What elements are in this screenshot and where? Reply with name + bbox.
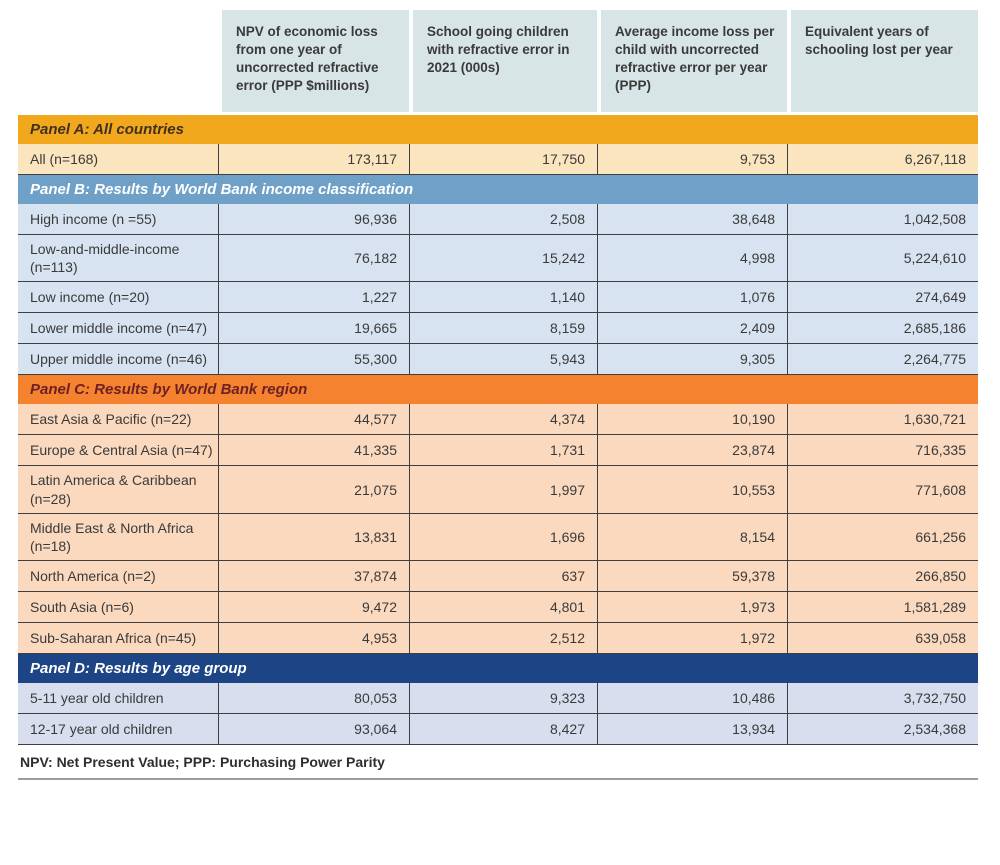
- value-cell: 8,154: [597, 514, 787, 560]
- row-label: Lower middle income (n=47): [30, 320, 208, 337]
- row-label: Latin America & Caribbean (n=28): [30, 472, 197, 507]
- results-table: [18, 10, 978, 780]
- value-cell: 2,264,775: [787, 344, 978, 374]
- value-cell: 38,648: [597, 204, 787, 234]
- value-cell: 93,064: [218, 714, 409, 744]
- value-cell: 9,323: [409, 683, 597, 713]
- value-cell: 1,581,289: [787, 592, 978, 622]
- panel-header: Panel D: Results by age group: [18, 654, 978, 683]
- value-cell: 37,874: [218, 561, 409, 591]
- row-label: Low income (n=20): [30, 289, 150, 306]
- row-label: Upper middle income (n=46): [30, 351, 208, 368]
- value-cell: 4,374: [409, 404, 597, 434]
- value-cell: 1,973: [597, 592, 787, 622]
- column-header-schooling-lost: Equivalent years of schooling lost per year: [787, 10, 978, 112]
- footnote: NPV: Net Present Value; PPP: Purchasing Power Parity: [18, 745, 978, 780]
- row-label: Middle East & North Africa (n=18): [30, 519, 194, 554]
- table-header-row: [18, 10, 978, 112]
- value-cell: 44,577: [218, 404, 409, 434]
- table-row: [18, 592, 978, 623]
- row-label: Europe & Central Asia (n=47): [30, 442, 213, 459]
- table-row: [18, 714, 978, 745]
- value-cell: 41,335: [218, 435, 409, 465]
- value-cell: 5,943: [409, 344, 597, 374]
- value-cell: 2,512: [409, 623, 597, 653]
- value-cell: 1,042,508: [787, 204, 978, 234]
- corner-cell: [18, 10, 218, 112]
- value-cell: 1,227: [218, 282, 409, 312]
- table-row: [18, 561, 978, 592]
- value-cell: 716,335: [787, 435, 978, 465]
- value-cell: 4,801: [409, 592, 597, 622]
- value-cell: 661,256: [787, 514, 978, 560]
- value-cell: 2,534,368: [787, 714, 978, 744]
- value-cell: 21,075: [218, 466, 409, 512]
- value-cell: 1,972: [597, 623, 787, 653]
- row-label: High income (n =55): [30, 210, 157, 227]
- panel-header: Panel B: Results by World Bank income classification: [18, 175, 978, 204]
- table-row: [18, 344, 978, 375]
- value-cell: 80,053: [218, 683, 409, 713]
- row-label: All (n=168): [30, 150, 99, 167]
- value-cell: 5,224,610: [787, 235, 978, 281]
- table-row: [18, 404, 978, 435]
- value-cell: 8,427: [409, 714, 597, 744]
- panel-header: Panel C: Results by World Bank region: [18, 375, 978, 404]
- table-row: [18, 514, 978, 561]
- value-cell: 771,608: [787, 466, 978, 512]
- value-cell: 13,934: [597, 714, 787, 744]
- row-label: North America (n=2): [30, 568, 156, 585]
- value-cell: 9,305: [597, 344, 787, 374]
- value-cell: 10,486: [597, 683, 787, 713]
- value-cell: 2,508: [409, 204, 597, 234]
- row-label: 12-17 year old children: [30, 721, 173, 738]
- value-cell: 19,665: [218, 313, 409, 343]
- value-cell: 59,378: [597, 561, 787, 591]
- value-cell: 4,953: [218, 623, 409, 653]
- table-row: [18, 623, 978, 654]
- value-cell: 173,117: [218, 144, 409, 174]
- value-cell: 10,553: [597, 466, 787, 512]
- value-cell: 1,140: [409, 282, 597, 312]
- table-row: [18, 235, 978, 282]
- table-panels: [18, 115, 978, 745]
- table-row: [18, 466, 978, 513]
- value-cell: 2,409: [597, 313, 787, 343]
- value-cell: 2,685,186: [787, 313, 978, 343]
- column-header-npv-loss: NPV of economic loss from one year of uncorrected refractive error (PPP $millions): [218, 10, 409, 112]
- value-cell: 274,649: [787, 282, 978, 312]
- value-cell: 9,753: [597, 144, 787, 174]
- row-label: South Asia (n=6): [30, 599, 134, 616]
- value-cell: 1,696: [409, 514, 597, 560]
- panel-header: Panel A: All countries: [18, 115, 978, 144]
- value-cell: 266,850: [787, 561, 978, 591]
- value-cell: 13,831: [218, 514, 409, 560]
- value-cell: 9,472: [218, 592, 409, 622]
- row-label: East Asia & Pacific (n=22): [30, 411, 192, 428]
- table-row: [18, 282, 978, 313]
- value-cell: 96,936: [218, 204, 409, 234]
- value-cell: 3,732,750: [787, 683, 978, 713]
- row-label: Sub-Saharan Africa (n=45): [30, 630, 197, 647]
- value-cell: 4,998: [597, 235, 787, 281]
- value-cell: 10,190: [597, 404, 787, 434]
- column-header-children: School going children with refractive error in 2021 (000s): [409, 10, 597, 112]
- value-cell: 17,750: [409, 144, 597, 174]
- value-cell: 1,630,721: [787, 404, 978, 434]
- value-cell: 1,731: [409, 435, 597, 465]
- table-row: [18, 435, 978, 466]
- value-cell: 639,058: [787, 623, 978, 653]
- value-cell: 15,242: [409, 235, 597, 281]
- value-cell: 8,159: [409, 313, 597, 343]
- column-header-income-loss: Average income loss per child with uncorrected refractive error per year (PPP): [597, 10, 787, 112]
- value-cell: 637: [409, 561, 597, 591]
- value-cell: 1,076: [597, 282, 787, 312]
- row-label: 5-11 year old children: [30, 690, 164, 707]
- value-cell: 23,874: [597, 435, 787, 465]
- table-row: [18, 204, 978, 235]
- value-cell: 55,300: [218, 344, 409, 374]
- row-label: Low-and-middle-income (n=113): [30, 241, 180, 276]
- value-cell: 76,182: [218, 235, 409, 281]
- value-cell: 6,267,118: [787, 144, 978, 174]
- table-row: [18, 144, 978, 175]
- value-cell: 1,997: [409, 466, 597, 512]
- table-row: [18, 313, 978, 344]
- table-row: [18, 683, 978, 714]
